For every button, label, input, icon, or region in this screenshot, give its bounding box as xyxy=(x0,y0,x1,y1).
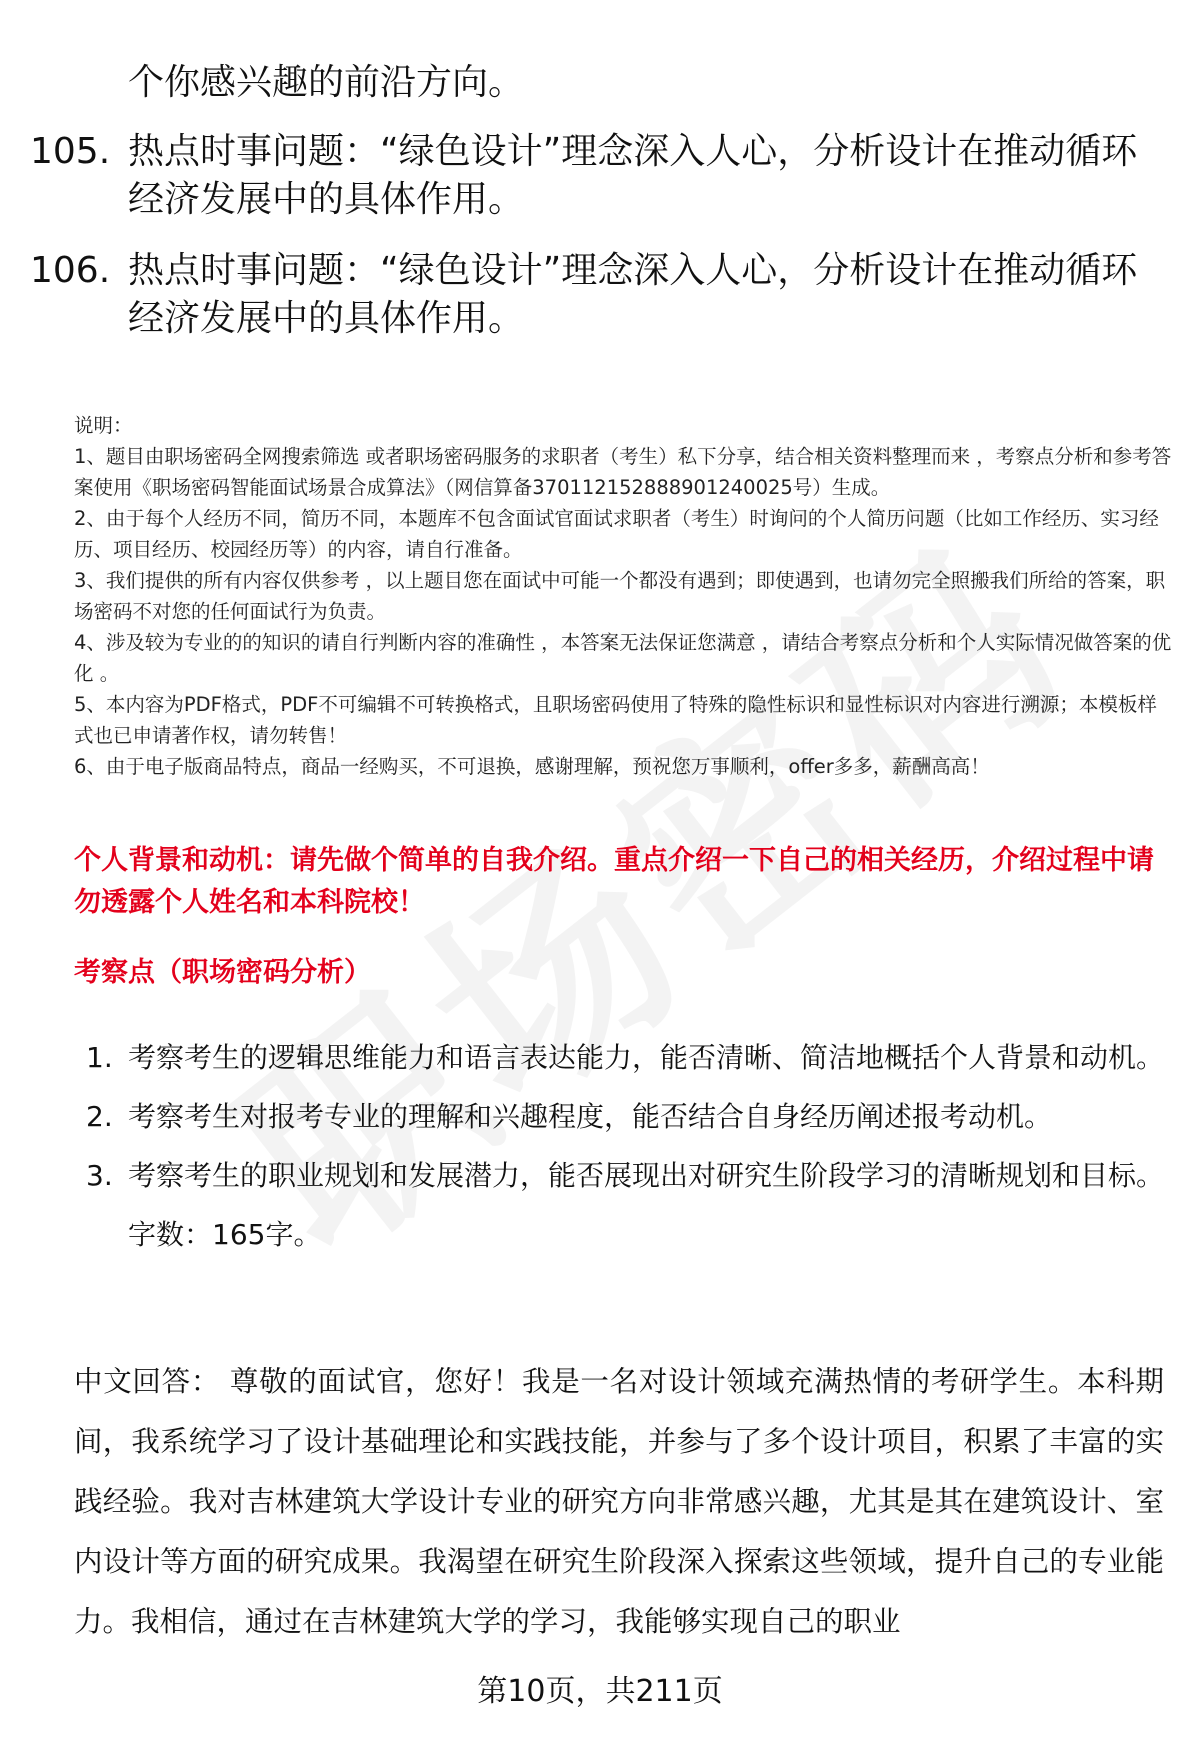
note-item: 1、题目由职场密码全网搜索筛选 或者职场密码服务的求职者（考生）私下分享，结合相关资料整理而来 ，考察点分析和参考答案使用《职场密码智能面试场景合成算法》（网信算备370112152888901240025号）生成。 xyxy=(74,445,1172,499)
analysis-point xyxy=(86,1028,1166,1087)
main-question: 个人背景和动机：请先做个简单的自我介绍。重点介绍一下自己的相关经历，介绍过程中请勿透露个人姓名和本科院校！ xyxy=(74,845,1154,918)
analysis-heading: 考察点（职场密码分析） xyxy=(74,957,371,988)
question-item xyxy=(30,128,1150,224)
note-item: 2、由于每个人经历不同，简历不同，本题库不包含面试官面试求职者（考生）时询问的个人简历问题（比如工作经历、实习经历、项目经历、校园经历等）的内容，请自行准备。 xyxy=(74,507,1159,561)
question-item xyxy=(30,247,1150,343)
notes-section xyxy=(74,410,1174,782)
answer-text: 中文回答： 尊敬的面试官，您好！我是一名对设计领域充满热情的考研学生。本科期间，我系统学习了设计基础理论和实践技能，并参与了多个设计项目，积累了丰富的实践经验。我对吉林建筑大学设计专业的研究方向非常感兴趣，尤其是其在建筑设计、室内设计等方面的研究成果。我渴望在研究生阶段深入探索这些领域，提升自己的专业能力。我相信，通过在吉林建筑大学的学习，我能够实现自己的职业 xyxy=(74,1365,1164,1638)
analysis-point-text: 考察考生对报考专业的理解和兴趣程度，能否结合自身经历阐述报考动机。 xyxy=(128,1100,1053,1133)
question-text: 热点时事问题：“绿色设计”理念深入人心，分析设计在推动循环经济发展中的具体作用。 xyxy=(128,131,1138,220)
question-text: 热点时事问题：“绿色设计”理念深入人心，分析设计在推动循环经济发展中的具体作用。 xyxy=(128,250,1138,339)
question-number: 105. xyxy=(30,131,111,172)
note-item: 3、我们提供的所有内容仅供参考 ，以上题目您在面试中可能一个都没有遇到；即使遇到，也请勿完全照搬我们所给的答案，职场密码不对您的任何面试行为负责。 xyxy=(74,569,1166,623)
note-item: 5、本内容为PDF格式，PDF不可编辑不可转换格式，且职场密码使用了特殊的隐性标识和显性标识对内容进行溯源；本模板样式也已申请著作权，请勿转售！ xyxy=(74,693,1157,747)
analysis-list xyxy=(86,1028,1166,1264)
note-item: 6、由于电子版商品特点，商品一经购买，不可退换，感谢理解，预祝您万事顺利，offer多多，薪酬高高！ xyxy=(74,755,990,778)
analysis-point xyxy=(86,1146,1166,1264)
page-footer: 第10页，共211页 xyxy=(477,1674,723,1709)
notes-title: 说明： xyxy=(74,414,133,437)
analysis-point-number: 2. xyxy=(86,1100,113,1133)
analysis-point-text: 考察考生的职业规划和发展潜力，能否展现出对研究生阶段学习的清晰规划和目标。字数：165字。 xyxy=(128,1159,1165,1251)
analysis-point-number: 3. xyxy=(86,1159,113,1192)
note-item: 4、涉及较为专业的的知识的请自行判断内容的准确性 ，本答案无法保证您满意 ，请结合考察点分析和个人实际情况做答案的优化 。 xyxy=(74,631,1172,685)
analysis-point-number: 1. xyxy=(86,1041,113,1074)
question-continuation: 个你感兴趣的前沿方向。 xyxy=(128,62,525,103)
analysis-point xyxy=(86,1087,1166,1146)
question-number: 106. xyxy=(30,250,111,291)
analysis-point-text: 考察考生的逻辑思维能力和语言表达能力，能否清晰、简洁地概括个人背景和动机。 xyxy=(128,1041,1165,1074)
